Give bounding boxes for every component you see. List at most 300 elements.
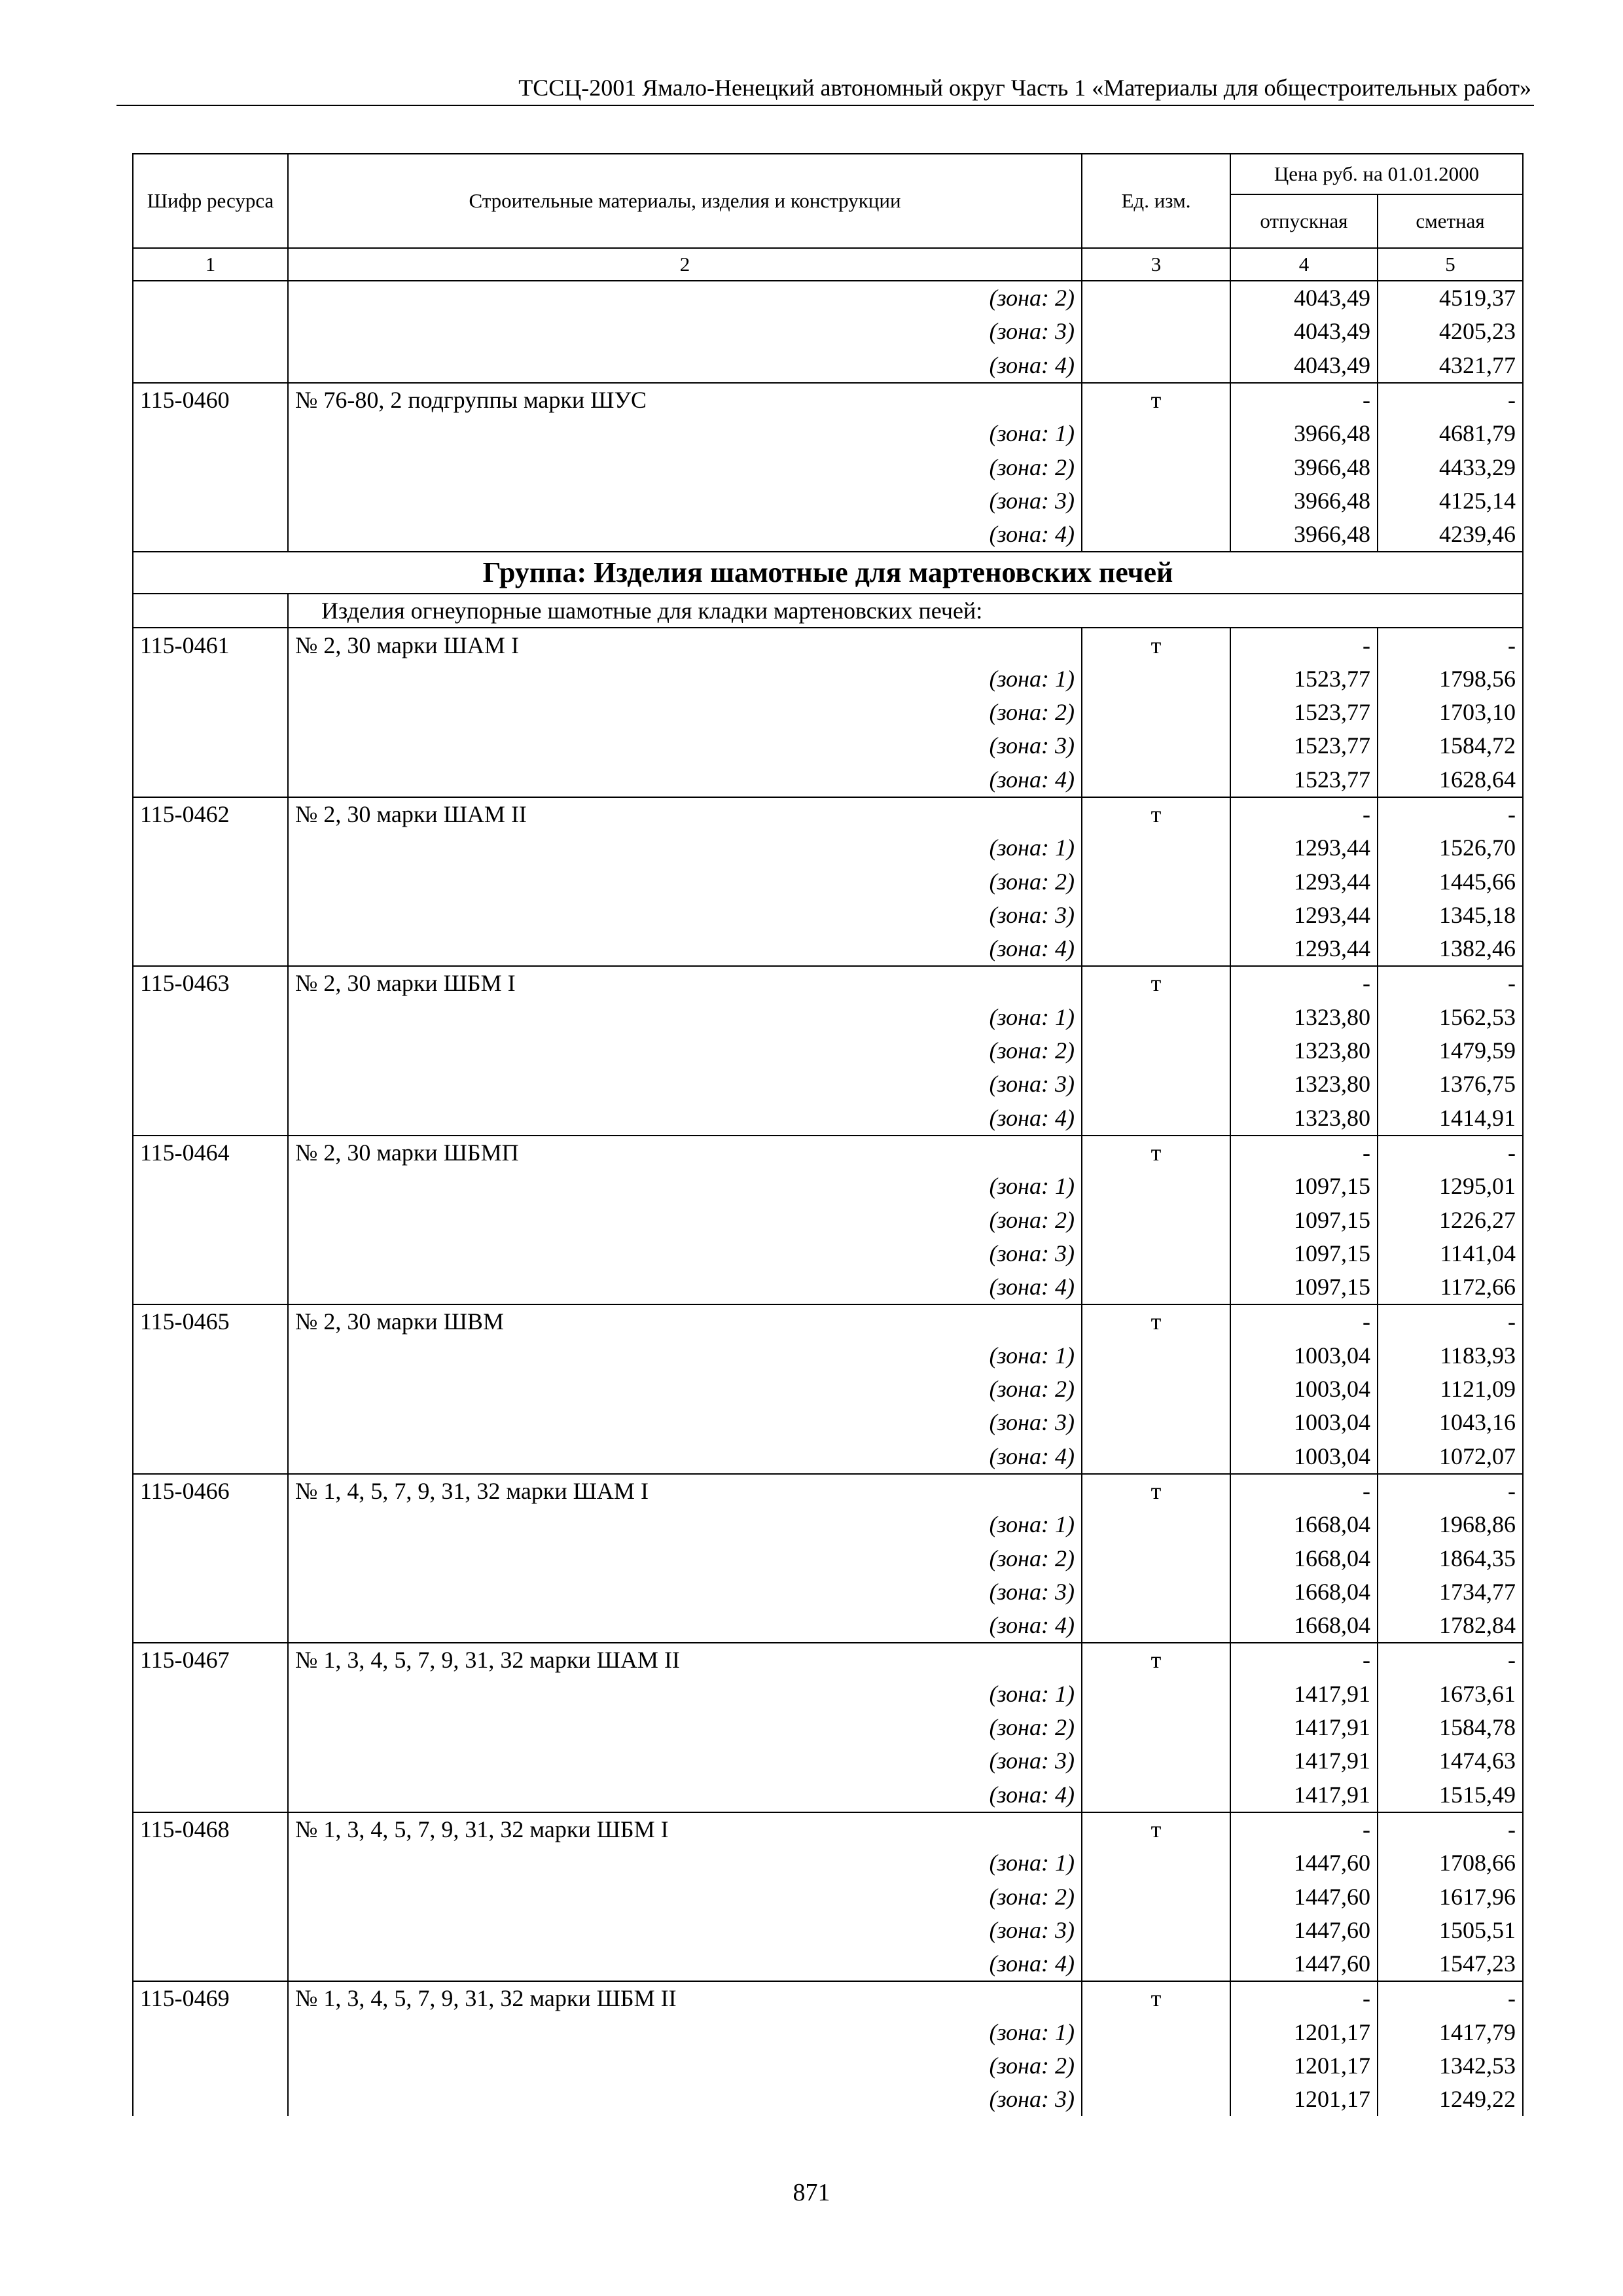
unit-cell: т bbox=[1082, 1474, 1230, 1508]
unit-cell-empty bbox=[1082, 729, 1230, 762]
unit-cell-empty bbox=[1082, 1339, 1230, 1372]
unit-cell-empty bbox=[1082, 1372, 1230, 1406]
column-number: 1 bbox=[133, 248, 288, 281]
zone-label: (зона: 3) bbox=[288, 729, 1082, 762]
unit-cell-empty bbox=[1082, 1508, 1230, 1541]
zone-row bbox=[133, 1406, 1523, 1439]
code-cell-empty bbox=[133, 1034, 288, 1067]
table-row bbox=[133, 1981, 1523, 2015]
code-cell-empty bbox=[133, 763, 288, 797]
zone-row bbox=[133, 1575, 1523, 1609]
estimate-price: 1547,23 bbox=[1378, 1947, 1523, 1981]
group-row bbox=[133, 552, 1523, 594]
zone-label: (зона: 4) bbox=[288, 932, 1082, 966]
unit-cell-empty bbox=[1082, 315, 1230, 348]
col-header-estimate: сметная bbox=[1378, 194, 1523, 248]
zone-label: (зона: 1) bbox=[288, 1001, 1082, 1034]
zone-row bbox=[133, 2016, 1523, 2049]
code-cell-empty bbox=[133, 1406, 288, 1439]
estimate-price: 1526,70 bbox=[1378, 831, 1523, 865]
code-cell-empty bbox=[133, 2016, 288, 2049]
unit-cell: т bbox=[1082, 797, 1230, 831]
header-rule bbox=[116, 105, 1534, 106]
estimate-price: 1584,72 bbox=[1378, 729, 1523, 762]
zone-label: (зона: 4) bbox=[288, 1947, 1082, 1981]
code-cell-empty bbox=[133, 1270, 288, 1304]
code-cell-empty bbox=[133, 1947, 288, 1981]
estimate-price: - bbox=[1378, 628, 1523, 662]
zone-row bbox=[133, 1508, 1523, 1541]
estimate-price: - bbox=[1378, 1474, 1523, 1508]
estimate-price: 1515,49 bbox=[1378, 1778, 1523, 1812]
estimate-price: 1505,51 bbox=[1378, 1914, 1523, 1947]
unit-cell-empty bbox=[1082, 349, 1230, 383]
release-price: 1097,15 bbox=[1230, 1170, 1378, 1203]
unit-cell-empty bbox=[1082, 484, 1230, 518]
release-price: 1523,77 bbox=[1230, 662, 1378, 696]
estimate-price: 1226,27 bbox=[1378, 1203, 1523, 1236]
release-price: - bbox=[1230, 383, 1378, 417]
unit-cell-empty bbox=[1082, 1170, 1230, 1203]
zone-label: (зона: 3) bbox=[288, 2083, 1082, 2116]
material-name: № 1, 4, 5, 7, 9, 31, 32 марки ШАМ I bbox=[288, 1474, 1082, 1508]
estimate-price: 1617,96 bbox=[1378, 1880, 1523, 1913]
estimate-price: 1864,35 bbox=[1378, 1541, 1523, 1575]
zone-label: (зона: 1) bbox=[288, 1170, 1082, 1203]
material-name: № 2, 30 марки ШАМ I bbox=[288, 628, 1082, 662]
release-price: 1323,80 bbox=[1230, 1001, 1378, 1034]
release-price: - bbox=[1230, 628, 1378, 662]
zone-label: (зона: 1) bbox=[288, 2016, 1082, 2049]
release-price: 1523,77 bbox=[1230, 763, 1378, 797]
code-cell-empty bbox=[133, 2049, 288, 2083]
zone-row bbox=[133, 1609, 1523, 1643]
code-cell-empty bbox=[133, 1237, 288, 1270]
zone-label: (зона: 1) bbox=[288, 1846, 1082, 1880]
unit-cell-empty bbox=[1082, 417, 1230, 450]
unit-cell-empty bbox=[1082, 2083, 1230, 2116]
zone-label: (зона: 3) bbox=[288, 315, 1082, 348]
zone-row bbox=[133, 1880, 1523, 1913]
release-price: 3966,48 bbox=[1230, 484, 1378, 518]
code-cell-empty bbox=[133, 1880, 288, 1913]
resource-code: 115-0465 bbox=[133, 1304, 288, 1338]
zone-label: (зона: 4) bbox=[288, 349, 1082, 383]
zone-label: (зона: 2) bbox=[288, 1034, 1082, 1067]
release-price: - bbox=[1230, 1304, 1378, 1338]
unit-cell-empty bbox=[1082, 1001, 1230, 1034]
col-header-code: Шифр ресурса bbox=[133, 154, 288, 248]
release-price: 1417,91 bbox=[1230, 1778, 1378, 1812]
code-cell-empty bbox=[133, 1677, 288, 1711]
column-number: 4 bbox=[1230, 248, 1378, 281]
zone-row bbox=[133, 2049, 1523, 2083]
col-header-price: Цена руб. на 01.01.2000 bbox=[1230, 154, 1523, 194]
unit-cell: т bbox=[1082, 966, 1230, 1000]
table-row bbox=[133, 1136, 1523, 1170]
zone-row bbox=[133, 1102, 1523, 1136]
release-price: 1003,04 bbox=[1230, 1339, 1378, 1372]
unit-cell: т bbox=[1082, 1981, 1230, 2015]
resource-code: 115-0464 bbox=[133, 1136, 288, 1170]
material-name: № 2, 30 марки ШБМП bbox=[288, 1136, 1082, 1170]
estimate-price: 1345,18 bbox=[1378, 899, 1523, 932]
table-row bbox=[133, 383, 1523, 417]
release-price: 3966,48 bbox=[1230, 417, 1378, 450]
zone-row bbox=[133, 1778, 1523, 1812]
estimate-price: 4125,14 bbox=[1378, 484, 1523, 518]
zone-row bbox=[133, 1203, 1523, 1236]
zone-label: (зона: 3) bbox=[288, 1575, 1082, 1609]
unit-cell-empty bbox=[1082, 1575, 1230, 1609]
estimate-price: 1628,64 bbox=[1378, 763, 1523, 797]
zone-label: (зона: 4) bbox=[288, 518, 1082, 552]
estimate-price: 1562,53 bbox=[1378, 1001, 1523, 1034]
unit-cell-empty bbox=[1082, 696, 1230, 729]
code-cell-empty bbox=[133, 1203, 288, 1236]
unit-cell-empty bbox=[1082, 1440, 1230, 1474]
code-cell-empty bbox=[133, 1001, 288, 1034]
release-price: 1668,04 bbox=[1230, 1609, 1378, 1643]
zone-row bbox=[133, 1947, 1523, 1981]
estimate-price: 1141,04 bbox=[1378, 1237, 1523, 1270]
estimate-price: - bbox=[1378, 1812, 1523, 1846]
table-row bbox=[133, 797, 1523, 831]
zone-row bbox=[133, 484, 1523, 518]
estimate-price: 1342,53 bbox=[1378, 2049, 1523, 2083]
column-numbers-row bbox=[133, 248, 1523, 281]
release-price: 1668,04 bbox=[1230, 1508, 1378, 1541]
resource-code: 115-0462 bbox=[133, 797, 288, 831]
column-number: 2 bbox=[288, 248, 1082, 281]
zone-row bbox=[133, 729, 1523, 762]
estimate-price: - bbox=[1378, 797, 1523, 831]
price-table bbox=[132, 153, 1524, 2116]
zone-row bbox=[133, 1237, 1523, 1270]
page-number: 871 bbox=[793, 2179, 830, 2206]
column-number: 5 bbox=[1378, 248, 1523, 281]
unit-cell-empty bbox=[1082, 1541, 1230, 1575]
zone-row bbox=[133, 417, 1523, 450]
zone-row bbox=[133, 315, 1523, 348]
release-price: 1447,60 bbox=[1230, 1947, 1378, 1981]
estimate-price: - bbox=[1378, 1136, 1523, 1170]
running-header: ТССЦ-2001 Ямало-Ненецкий автономный округ Часть 1 «Материалы для общестроительных работ» bbox=[518, 75, 1531, 101]
code-cell-empty bbox=[133, 417, 288, 450]
release-price: 1003,04 bbox=[1230, 1372, 1378, 1406]
zone-row bbox=[133, 1001, 1523, 1034]
release-price: 4043,49 bbox=[1230, 315, 1378, 348]
zone-row bbox=[133, 281, 1523, 315]
zone-label: (зона: 1) bbox=[288, 1508, 1082, 1541]
unit-cell-empty bbox=[1082, 1778, 1230, 1812]
unit-cell-empty bbox=[1082, 662, 1230, 696]
release-price: 1293,44 bbox=[1230, 831, 1378, 865]
estimate-price: 1673,61 bbox=[1378, 1677, 1523, 1711]
table-row bbox=[133, 1812, 1523, 1846]
estimate-price: 1249,22 bbox=[1378, 2083, 1523, 2116]
code-cell-empty bbox=[133, 932, 288, 966]
zone-row bbox=[133, 865, 1523, 898]
zone-label: (зона: 2) bbox=[288, 1880, 1082, 1913]
code-cell-empty bbox=[133, 1102, 288, 1136]
release-price: 1201,17 bbox=[1230, 2016, 1378, 2049]
material-name: № 1, 3, 4, 5, 7, 9, 31, 32 марки ШАМ II bbox=[288, 1643, 1082, 1677]
release-price: 1523,77 bbox=[1230, 729, 1378, 762]
release-price: - bbox=[1230, 1136, 1378, 1170]
zone-label: (зона: 2) bbox=[288, 865, 1082, 898]
zone-label: (зона: 1) bbox=[288, 662, 1082, 696]
code-cell-empty bbox=[133, 315, 288, 348]
estimate-price: 4519,37 bbox=[1378, 281, 1523, 315]
resource-code: 115-0460 bbox=[133, 383, 288, 417]
unit-cell-empty bbox=[1082, 1067, 1230, 1101]
zone-label: (зона: 4) bbox=[288, 1102, 1082, 1136]
release-price: 1668,04 bbox=[1230, 1575, 1378, 1609]
unit-cell-empty bbox=[1082, 1846, 1230, 1880]
zone-label: (зона: 2) bbox=[288, 450, 1082, 484]
estimate-price: 1703,10 bbox=[1378, 696, 1523, 729]
code-cell-empty bbox=[133, 1846, 288, 1880]
code-cell-empty bbox=[133, 1067, 288, 1101]
release-price: 1293,44 bbox=[1230, 932, 1378, 966]
zone-label: (зона: 4) bbox=[288, 1270, 1082, 1304]
estimate-price: - bbox=[1378, 1643, 1523, 1677]
estimate-price: 1708,66 bbox=[1378, 1846, 1523, 1880]
material-name: № 76-80, 2 подгруппы марки ШУС bbox=[288, 383, 1082, 417]
estimate-price: 1734,77 bbox=[1378, 1575, 1523, 1609]
release-price: 1097,15 bbox=[1230, 1203, 1378, 1236]
zone-row bbox=[133, 2083, 1523, 2116]
zone-label: (зона: 3) bbox=[288, 899, 1082, 932]
unit-cell: т bbox=[1082, 1136, 1230, 1170]
code-cell-empty bbox=[133, 1778, 288, 1812]
estimate-price: 1183,93 bbox=[1378, 1339, 1523, 1372]
zone-row bbox=[133, 899, 1523, 932]
release-price: 1003,04 bbox=[1230, 1440, 1378, 1474]
material-name: № 1, 3, 4, 5, 7, 9, 31, 32 марки ШБМ II bbox=[288, 1981, 1082, 2015]
resource-code: 115-0468 bbox=[133, 1812, 288, 1846]
unit-cell-empty bbox=[1082, 450, 1230, 484]
unit-cell-empty bbox=[1082, 1914, 1230, 1947]
estimate-price: 1072,07 bbox=[1378, 1440, 1523, 1474]
estimate-price: 4321,77 bbox=[1378, 349, 1523, 383]
unit-cell-empty bbox=[1082, 865, 1230, 898]
zone-label: (зона: 3) bbox=[288, 1744, 1082, 1778]
zone-row bbox=[133, 1067, 1523, 1101]
unit-cell-empty bbox=[1082, 518, 1230, 552]
zone-label: (зона: 4) bbox=[288, 763, 1082, 797]
zone-row bbox=[133, 1541, 1523, 1575]
unit-cell: т bbox=[1082, 1812, 1230, 1846]
zone-label: (зона: 2) bbox=[288, 1541, 1082, 1575]
release-price: 3966,48 bbox=[1230, 450, 1378, 484]
code-cell-empty bbox=[133, 831, 288, 865]
release-price: 1447,60 bbox=[1230, 1914, 1378, 1947]
material-name: № 1, 3, 4, 5, 7, 9, 31, 32 марки ШБМ I bbox=[288, 1812, 1082, 1846]
zone-row bbox=[133, 1846, 1523, 1880]
estimate-price: 1445,66 bbox=[1378, 865, 1523, 898]
zone-label: (зона: 1) bbox=[288, 1677, 1082, 1711]
subgroup-code-cell bbox=[133, 594, 288, 628]
unit-cell-empty bbox=[1082, 1880, 1230, 1913]
zone-row bbox=[133, 1914, 1523, 1947]
code-cell-empty bbox=[133, 1508, 288, 1541]
estimate-price: 1584,78 bbox=[1378, 1711, 1523, 1744]
code-cell-empty bbox=[133, 518, 288, 552]
column-number: 3 bbox=[1082, 248, 1230, 281]
code-cell-empty bbox=[133, 1744, 288, 1778]
estimate-price: 1414,91 bbox=[1378, 1102, 1523, 1136]
resource-code: 115-0463 bbox=[133, 966, 288, 1000]
release-price: 4043,49 bbox=[1230, 349, 1378, 383]
unit-cell: т bbox=[1082, 628, 1230, 662]
zone-label: (зона: 3) bbox=[288, 1406, 1082, 1439]
zone-row bbox=[133, 763, 1523, 797]
subgroup-row bbox=[133, 594, 1523, 628]
zone-row bbox=[133, 518, 1523, 552]
zone-row bbox=[133, 696, 1523, 729]
unit-cell: т bbox=[1082, 383, 1230, 417]
release-price: 1201,17 bbox=[1230, 2049, 1378, 2083]
release-price: - bbox=[1230, 1981, 1378, 2015]
estimate-price: 4681,79 bbox=[1378, 417, 1523, 450]
release-price: - bbox=[1230, 1643, 1378, 1677]
zone-row bbox=[133, 1440, 1523, 1474]
estimate-price: - bbox=[1378, 966, 1523, 1000]
release-price: 1447,60 bbox=[1230, 1846, 1378, 1880]
table-row bbox=[133, 1474, 1523, 1508]
code-cell-empty bbox=[133, 1711, 288, 1744]
zone-label: (зона: 2) bbox=[288, 281, 1082, 315]
col-header-release: отпускная bbox=[1230, 194, 1378, 248]
zone-row bbox=[133, 1270, 1523, 1304]
zone-label: (зона: 1) bbox=[288, 1339, 1082, 1372]
estimate-price: 4239,46 bbox=[1378, 518, 1523, 552]
release-price: - bbox=[1230, 1474, 1378, 1508]
code-cell-empty bbox=[133, 1575, 288, 1609]
unit-cell-empty bbox=[1082, 1406, 1230, 1439]
zone-label: (зона: 4) bbox=[288, 1778, 1082, 1812]
group-title: Группа: Изделия шамотные для мартеновских печей bbox=[133, 552, 1523, 594]
zone-label: (зона: 2) bbox=[288, 1372, 1082, 1406]
code-cell-empty bbox=[133, 1541, 288, 1575]
estimate-price: 4433,29 bbox=[1378, 450, 1523, 484]
release-price: 1097,15 bbox=[1230, 1237, 1378, 1270]
zone-row bbox=[133, 349, 1523, 383]
estimate-price: 1121,09 bbox=[1378, 1372, 1523, 1406]
unit-cell-empty bbox=[1082, 1677, 1230, 1711]
item-rows bbox=[133, 628, 1523, 2116]
code-cell-empty bbox=[133, 281, 288, 315]
zone-label: (зона: 3) bbox=[288, 1067, 1082, 1101]
code-cell-empty bbox=[133, 899, 288, 932]
material-name: № 2, 30 марки ШАМ II bbox=[288, 797, 1082, 831]
estimate-price: 1479,59 bbox=[1378, 1034, 1523, 1067]
code-cell-empty bbox=[133, 865, 288, 898]
release-price: 1447,60 bbox=[1230, 1880, 1378, 1913]
unit-cell-empty bbox=[1082, 1034, 1230, 1067]
unit-cell-empty bbox=[1082, 932, 1230, 966]
unit-cell-empty bbox=[1082, 1609, 1230, 1643]
zone-label: (зона: 3) bbox=[288, 1914, 1082, 1947]
zone-row bbox=[133, 1034, 1523, 1067]
material-name: № 2, 30 марки ШВМ bbox=[288, 1304, 1082, 1338]
unit-cell-empty bbox=[1082, 1744, 1230, 1778]
code-cell-empty bbox=[133, 1440, 288, 1474]
release-price: 1417,91 bbox=[1230, 1677, 1378, 1711]
col-header-name: Строительные материалы, изделия и конструкции bbox=[288, 154, 1082, 248]
unit-cell-empty bbox=[1082, 1947, 1230, 1981]
release-price: 1097,15 bbox=[1230, 1270, 1378, 1304]
zone-row bbox=[133, 1372, 1523, 1406]
unit-cell: т bbox=[1082, 1643, 1230, 1677]
table-row bbox=[133, 966, 1523, 1000]
group-section bbox=[133, 552, 1523, 628]
estimate-price: - bbox=[1378, 383, 1523, 417]
zone-row bbox=[133, 1677, 1523, 1711]
estimate-price: 1782,84 bbox=[1378, 1609, 1523, 1643]
zone-label: (зона: 2) bbox=[288, 1203, 1082, 1236]
release-price: - bbox=[1230, 1812, 1378, 1846]
code-cell-empty bbox=[133, 1372, 288, 1406]
code-cell-empty bbox=[133, 1609, 288, 1643]
zone-row bbox=[133, 662, 1523, 696]
resource-code: 115-0467 bbox=[133, 1643, 288, 1677]
zone-label: (зона: 3) bbox=[288, 1237, 1082, 1270]
zone-row bbox=[133, 831, 1523, 865]
continued-item-rows bbox=[133, 281, 1523, 552]
release-price: - bbox=[1230, 797, 1378, 831]
zone-row bbox=[133, 1339, 1523, 1372]
unit-cell-empty bbox=[1082, 2016, 1230, 2049]
unit-cell-empty bbox=[1082, 1102, 1230, 1136]
release-price: 1003,04 bbox=[1230, 1406, 1378, 1439]
release-price: 1293,44 bbox=[1230, 899, 1378, 932]
zone-row bbox=[133, 1744, 1523, 1778]
estimate-price: 1043,16 bbox=[1378, 1406, 1523, 1439]
estimate-price: - bbox=[1378, 1304, 1523, 1338]
resource-code: 115-0469 bbox=[133, 1981, 288, 2015]
release-price: 1668,04 bbox=[1230, 1541, 1378, 1575]
zone-label: (зона: 2) bbox=[288, 696, 1082, 729]
unit-cell-empty bbox=[1082, 281, 1230, 315]
table-row bbox=[133, 1304, 1523, 1338]
zone-row bbox=[133, 932, 1523, 966]
release-price: 1523,77 bbox=[1230, 696, 1378, 729]
unit-cell-empty bbox=[1082, 1237, 1230, 1270]
code-cell-empty bbox=[133, 1170, 288, 1203]
resource-code: 115-0461 bbox=[133, 628, 288, 662]
code-cell-empty bbox=[133, 349, 288, 383]
unit-cell-empty bbox=[1082, 831, 1230, 865]
estimate-price: 1474,63 bbox=[1378, 1744, 1523, 1778]
table-row bbox=[133, 1643, 1523, 1677]
code-cell-empty bbox=[133, 729, 288, 762]
zone-label: (зона: 4) bbox=[288, 1609, 1082, 1643]
release-price: 1323,80 bbox=[1230, 1102, 1378, 1136]
code-cell-empty bbox=[133, 662, 288, 696]
table-row bbox=[133, 628, 1523, 662]
zone-label: (зона: 4) bbox=[288, 1440, 1082, 1474]
zone-label: (зона: 2) bbox=[288, 1711, 1082, 1744]
release-price: 1201,17 bbox=[1230, 2083, 1378, 2116]
zone-label: (зона: 2) bbox=[288, 2049, 1082, 2083]
zone-label: (зона: 3) bbox=[288, 484, 1082, 518]
estimate-price: 1798,56 bbox=[1378, 662, 1523, 696]
release-price: - bbox=[1230, 966, 1378, 1000]
estimate-price: 1172,66 bbox=[1378, 1270, 1523, 1304]
